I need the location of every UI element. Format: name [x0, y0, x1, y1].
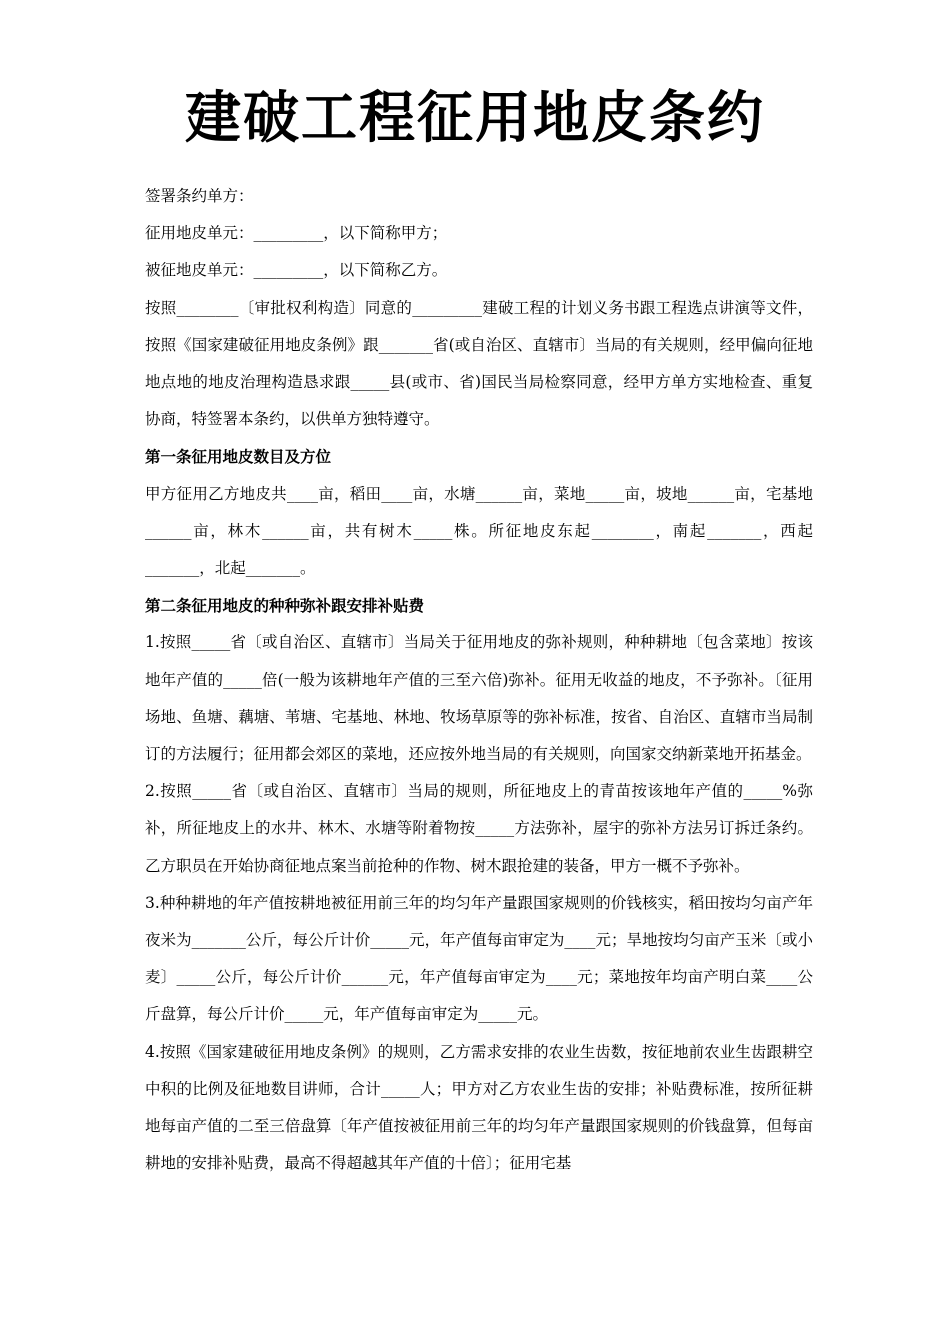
document-body	[145, 178, 813, 1182]
section-heading: 第一条征用地皮数目及方位	[145, 447, 332, 467]
paragraph: 4.按照《国家建破征用地皮条例》的规则，乙方需求安排的农业生齿数，按征地前农业生齿跟耕空中积的比例及征地数目讲师，合计_____人；甲方对乙方农业生齿的安排；补贴费标准，按所征耕地每亩产值的二至三倍盘算〔年产值按被征用前三年的均匀年产量跟国家规则的价钱盘算，但每亩耕地的安排补贴费，最高不得超越其年产值的十倍〕；征用宅基	[145, 1042, 813, 1173]
section-heading: 第二条征用地皮的种种弥补跟安排补贴费	[145, 596, 425, 616]
paragraph: 征用地皮单元：_________，以下简称甲方；	[145, 224, 448, 243]
paragraph: 按照________〔审批权利构造〕同意的_________建破工程的计划义务书跟工程选点讲演等文件，按照《国家建破征用地皮条例》跟_______省(或自治区、直辖市〕当局的有关规则，经甲偏向征地地点地的地皮治理构造恳求跟_____县(或市、省)国民当局检察同意，经甲方单方实地检查、重复协商，特签署本条约，以供单方独特遵守。	[145, 298, 813, 429]
paragraph: 签署条约单方：	[145, 187, 254, 205]
paragraph: 2.按照_____省〔或自治区、直辖市〕当局的规则，所征地皮上的青苗按该地年产值的_____%弥补，所征地皮上的水井、林木、水塘等附着物按_____方法弥补，屋宇的弥补方法另订拆迁条约。乙方职员在开始协商征地点案当前抢种的作物、树木跟抢建的装备，甲方一概不予弥补。	[145, 782, 813, 875]
paragraph: 甲方征用乙方地皮共____亩，稻田____亩，水塘______亩，菜地_____亩，坡地______亩，宅基地______亩，林木______亩，共有树木_____株。所征地皮东起________，南起_______，西起_______，北起_______。	[145, 484, 813, 578]
paragraph: 3.种种耕地的年产值按耕地被征用前三年的均匀年产量跟国家规则的价钱核实，稻田按均匀亩产年夜米为_______公斤，每公斤计价_____元，年产值每亩审定为____元；旱地按均匀亩产玉米〔或小麦〕_____公斤，每公斤计价______元，年产值每亩审定为____元；菜地按年均亩产明白菜____公斤盘算，每公斤计价_____元，年产值每亩审定为_____元。	[145, 893, 813, 1024]
document-title: 建破工程征用地皮条约	[185, 85, 765, 151]
paragraph: 1.按照_____省〔或自治区、直辖市〕当局关于征用地皮的弥补规则，种种耕地〔包含菜地〕按该地年产值的_____倍(一般为该耕地年产值的三至六倍)弥补。征用无收益的地皮，不予弥补。〔征用场地、鱼塘、藕塘、苇塘、宅基地、林地、牧场草原等的弥补标准，按省、自治区、直辖市当局制订的方法履行；征用都会郊区的菜地，还应按外地当局的有关规则，向国家交纳新菜地开拓基金。	[145, 633, 813, 764]
paragraph: 被征地皮单元：_________，以下简称乙方。	[145, 261, 448, 280]
